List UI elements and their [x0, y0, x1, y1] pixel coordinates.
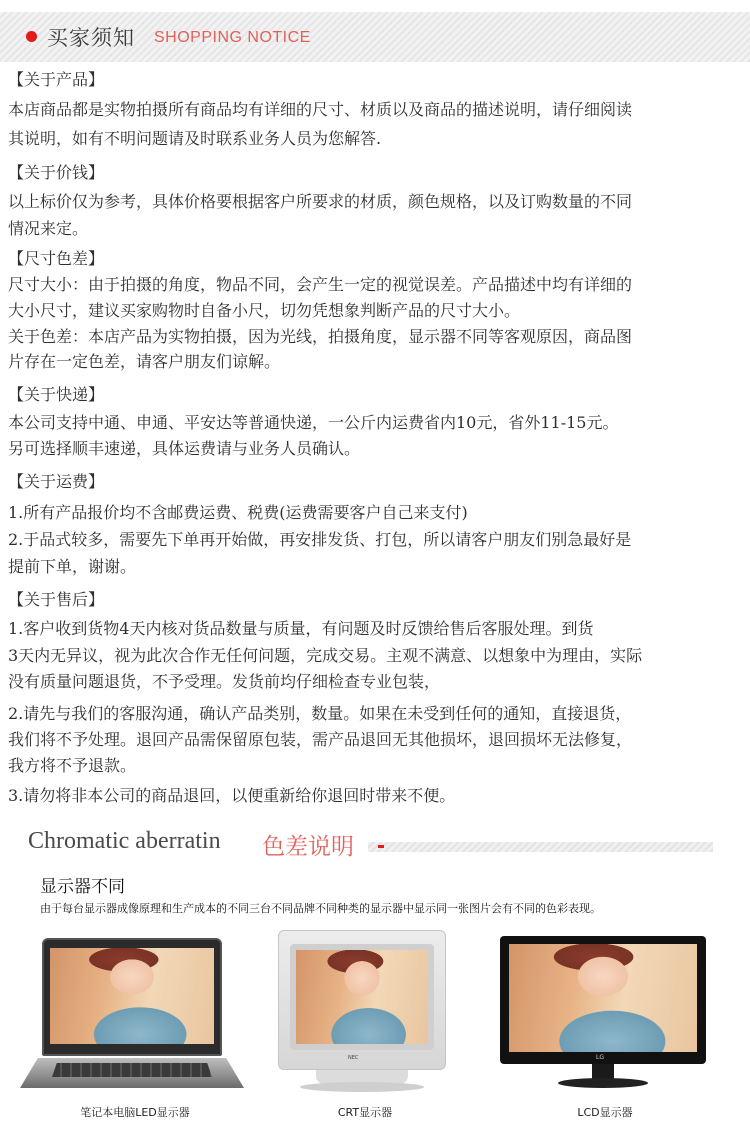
- section-heading-after-sales: 【关于售后】: [8, 590, 105, 609]
- crt-caption: CRT显示器: [337, 1106, 393, 1119]
- notice-line: 2.于品式较多，需要先下单再开始做，再安排发货、打包，所以请客户朋友们别急最好是: [8, 530, 632, 549]
- notice-line: 1.所有产品报价均不含邮费运费、税费(运费需要客户自己来支付): [8, 503, 468, 522]
- notice-line: 关于色差：本店产品为实物拍摄，因为光线，拍摄角度，显示器不同等客观原因，商品图: [8, 327, 633, 346]
- section-heading-price: 【关于价钱】: [8, 163, 105, 182]
- notice-line: 我们将不予处理。退回产品需保留原包装，需产品退回无其他损坏，退回损坏无法修复，: [8, 730, 633, 749]
- bullet-dot-icon: [26, 31, 37, 42]
- notice-line: 1.客户收到货物4天内核对货品数量与质量，有问题及时反馈给售后客服处理。到货: [8, 619, 594, 638]
- notice-line: 我方将不予退款。: [8, 756, 137, 775]
- notice-line: 以上标价仅为参考，具体价格要根据客户所要求的材质，颜色规格，以及订购数量的不同: [8, 192, 633, 211]
- notice-line: 没有质量问题退货，不予受理。发货前均仔细检查专业包装，: [8, 672, 441, 691]
- banner-title-cn: 买家须知: [47, 26, 135, 50]
- section-heading-shipping-fee: 【关于运费】: [8, 472, 105, 491]
- divider-accent: [378, 845, 384, 848]
- notice-line: 本店商品都是实物拍摄所有商品均有详细的尺寸、材质以及商品的描述说明，请仔细阅读: [8, 100, 633, 119]
- notice-line: 3天内无异议，视为此次合作无任何问题，完成交易。主观不满意、以想象中为理由，实际: [8, 646, 643, 665]
- section-heading-delivery: 【关于快递】: [8, 385, 105, 404]
- display-difference-description: 由于每台显示器成像原理和生产成本的不同三台不同品牌不同种类的显示器中显示同一张图片会有不同的色彩表现。: [40, 902, 601, 915]
- notice-line: 大小尺寸，建议买家购物时自备小尺，切勿凭想象判断产品的尺寸大小。: [8, 301, 521, 320]
- lcd-brand-label: LG: [596, 1054, 604, 1061]
- notice-line: 尺寸大小：由于拍摄的角度，物品不同，会产生一定的视觉误差。产品描述中均有详细的: [8, 275, 633, 294]
- notice-line: 本公司支持中通、申通、平安达等普通快递，一公斤内运费省内10元，省外11-15元。: [8, 413, 619, 432]
- section-heading-product: 【关于产品】: [8, 70, 105, 89]
- chromatic-title-en: Chromatic aberratin: [28, 828, 221, 854]
- notice-line: 2.请先与我们的客服沟通，确认产品类别，数量。如果在未受到任何的通知，直接退货，: [8, 704, 632, 723]
- display-difference-title: 显示器不同: [40, 877, 125, 897]
- notice-line: 3.请勿将非本公司的商品退回，以便重新给你退回时带来不便。: [8, 786, 456, 805]
- notice-line: 提前下单，谢谢。: [8, 557, 137, 576]
- notice-line: 另可选择顺丰速递，具体运费请与业务人员确认。: [8, 439, 361, 458]
- lcd-monitor-icon: [500, 936, 706, 1092]
- section-divider: [368, 842, 713, 852]
- laptop-icon: [18, 936, 246, 1094]
- lcd-caption: LCD显示器: [577, 1106, 633, 1119]
- notice-line: 片存在一定色差，请客户朋友们谅解。: [8, 352, 281, 371]
- laptop-caption: 笔记本电脑LED显示器: [80, 1106, 190, 1119]
- chromatic-title-cn: 色差说明: [262, 834, 354, 860]
- banner-title-en: SHOPPING NOTICE: [154, 29, 311, 46]
- notice-line: 情况来定。: [8, 219, 89, 238]
- header-banner: [0, 12, 750, 62]
- crt-brand-label: NEC: [348, 1055, 359, 1061]
- notice-line: 其说明，如有不明问题请及时联系业务人员为您解答.: [8, 129, 382, 148]
- section-heading-size-color: 【尺寸色差】: [8, 249, 105, 268]
- crt-monitor-icon: [278, 930, 446, 1096]
